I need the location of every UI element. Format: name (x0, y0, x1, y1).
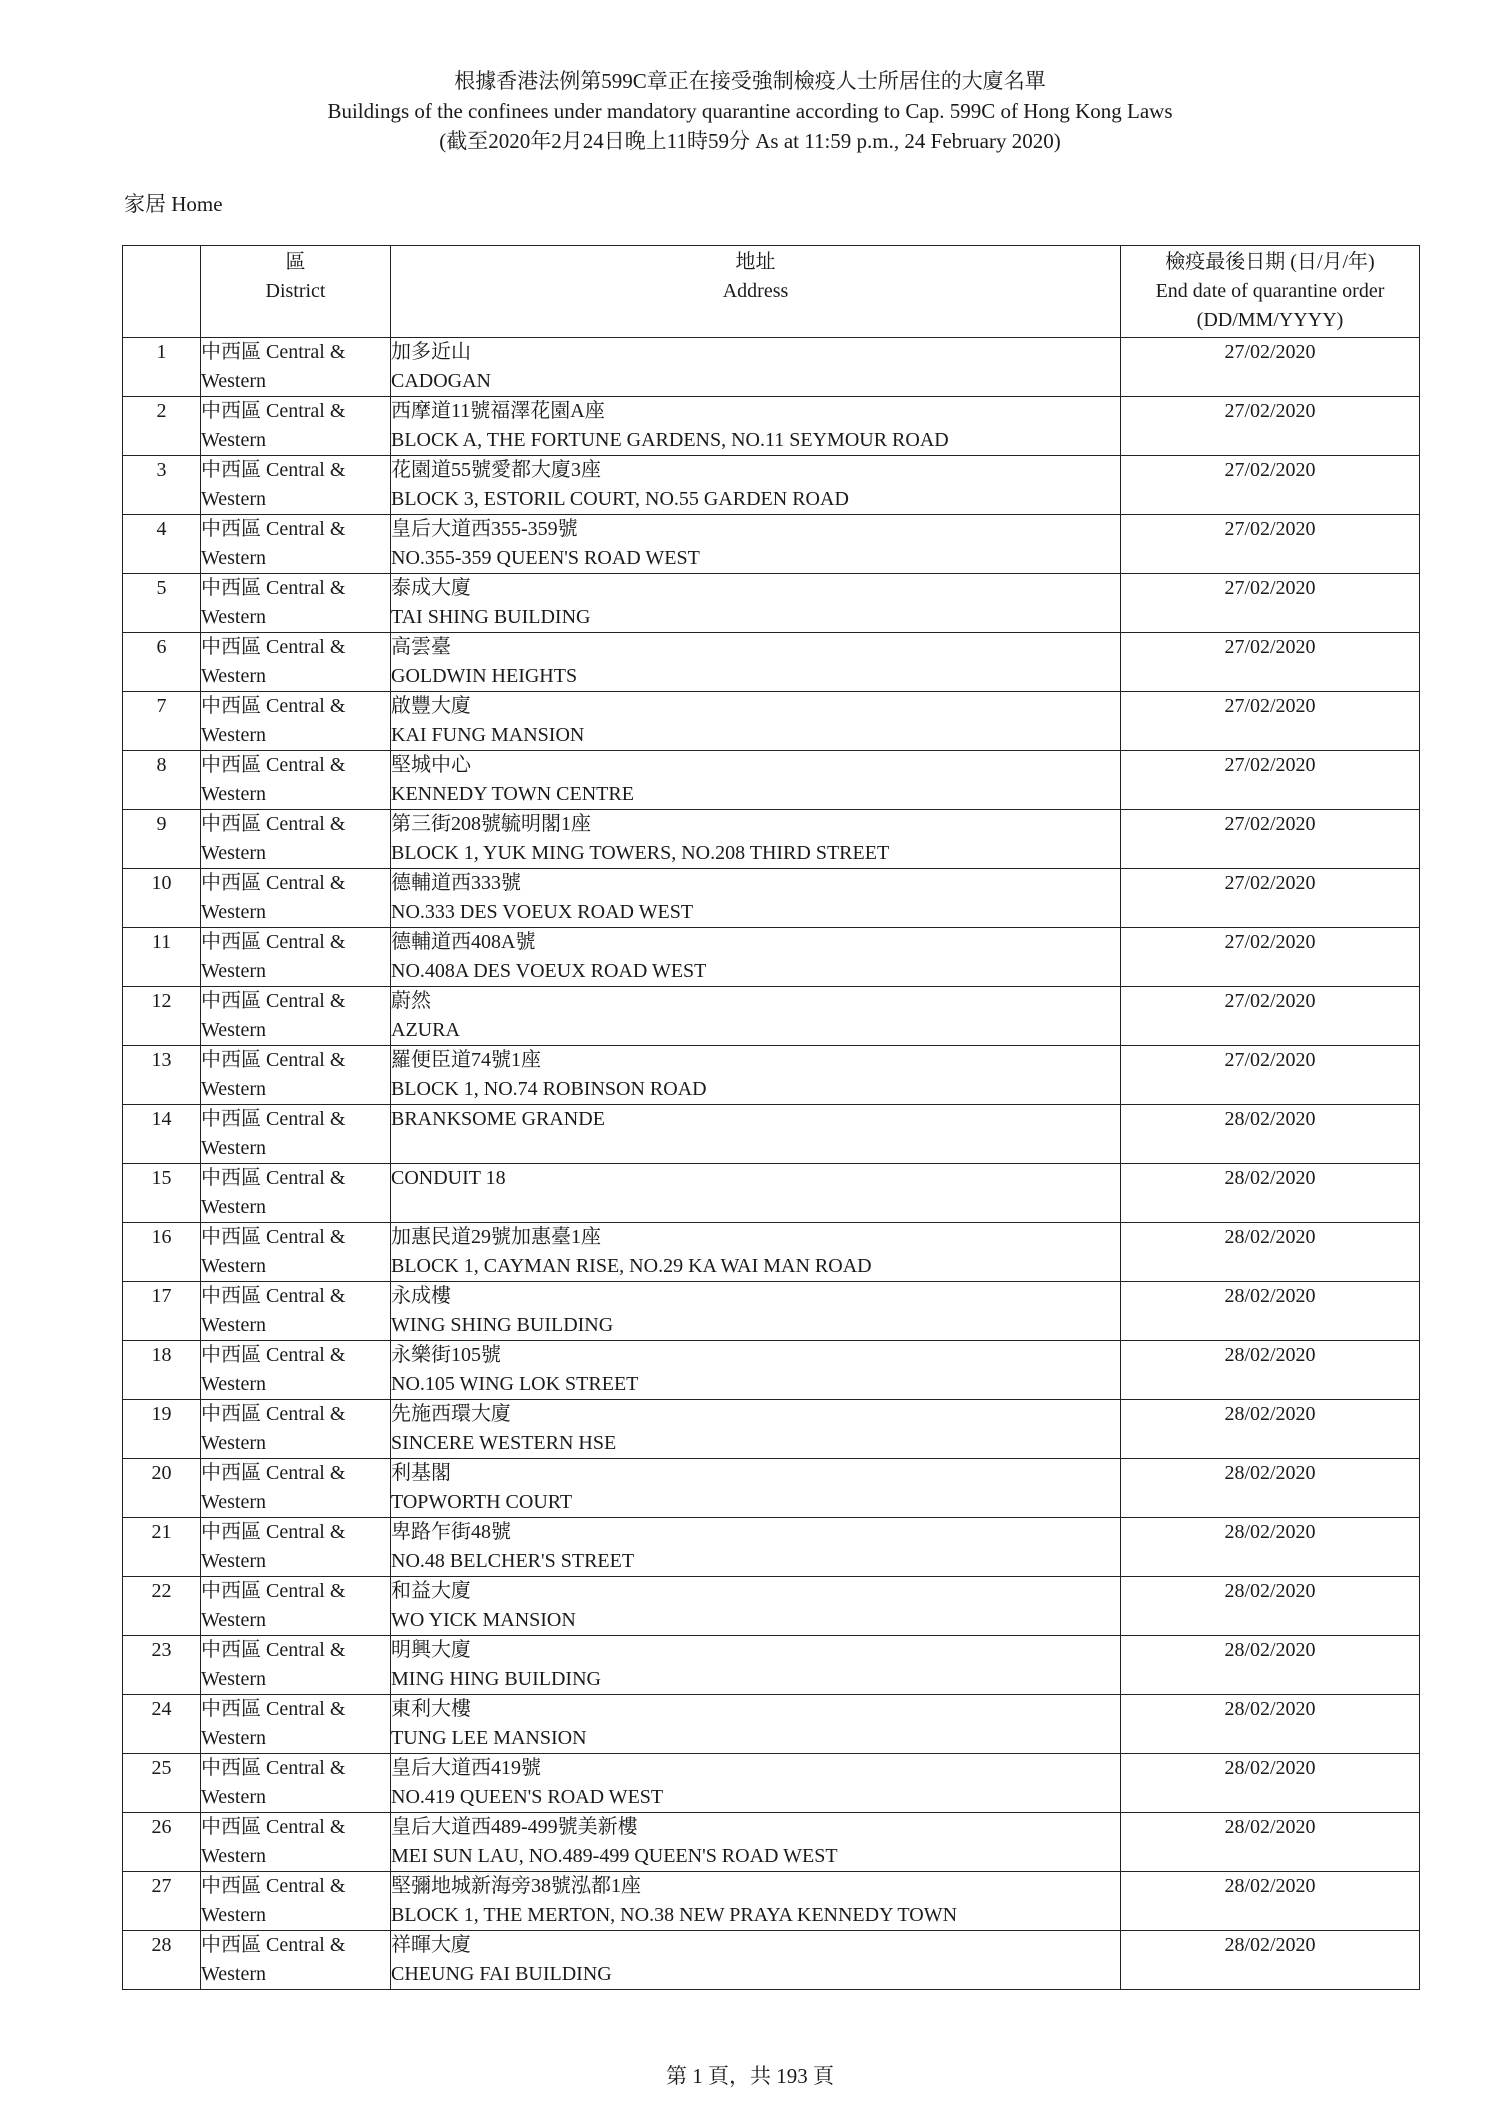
district-line-2: Western (201, 1668, 267, 1690)
district-line-1: 中西區 Central & (201, 1875, 346, 1897)
district-line-1: 中西區 Central & (201, 1462, 346, 1484)
address-chinese: 德輔道西333號 (391, 872, 521, 894)
address-english: TOPWORTH COURT (391, 1491, 573, 1513)
row-address (391, 1577, 1121, 1636)
table-row (123, 1459, 1420, 1518)
district-line-2: Western (201, 1432, 267, 1454)
district-line-2: Western (201, 724, 267, 746)
row-district (201, 1636, 391, 1695)
district-line-1: 中西區 Central & (201, 695, 346, 717)
row-address (391, 574, 1121, 633)
row-address (391, 456, 1121, 515)
district-line-1: 中西區 Central & (201, 1049, 346, 1071)
row-number: 11 (123, 928, 201, 987)
district-line-2: Western (201, 665, 267, 687)
district-line-2: Western (201, 1491, 267, 1513)
row-district (201, 1105, 391, 1164)
address-english: BLOCK 1, THE MERTON, NO.38 NEW PRAYA KENNEDY TOWN (391, 1904, 958, 1926)
table-row (123, 1813, 1420, 1872)
district-line-1: 中西區 Central & (201, 518, 346, 540)
row-district (201, 1518, 391, 1577)
address-english: KENNEDY TOWN CENTRE (391, 783, 634, 805)
address-english: BLOCK A, THE FORTUNE GARDENS, NO.11 SEYMOUR ROAD (391, 429, 949, 451)
address-english: NO.408A DES VOEUX ROAD WEST (391, 960, 707, 982)
district-line-1: 中西區 Central & (201, 1344, 346, 1366)
row-district (201, 810, 391, 869)
row-end-date: 27/02/2020 (1121, 1046, 1420, 1105)
row-number: 24 (123, 1695, 201, 1754)
table-row (123, 1046, 1420, 1105)
address-chinese: 和益大廈 (391, 1580, 471, 1602)
header-date-zh: 檢疫最後日期 (日/月/年) (1165, 251, 1375, 273)
district-line-2: Western (201, 1845, 267, 1867)
district-line-1: 中西區 Central & (201, 1167, 346, 1189)
table-row (123, 810, 1420, 869)
quarantine-buildings-table (122, 245, 1420, 1990)
row-district (201, 751, 391, 810)
table-row (123, 1518, 1420, 1577)
row-district (201, 456, 391, 515)
row-district (201, 1577, 391, 1636)
row-district (201, 1046, 391, 1105)
district-line-1: 中西區 Central & (201, 872, 346, 894)
row-end-date: 28/02/2020 (1121, 1872, 1420, 1931)
district-line-2: Western (201, 1137, 267, 1159)
address-chinese: 皇后大道西355-359號 (391, 518, 578, 540)
district-line-2: Western (201, 1786, 267, 1808)
row-number: 20 (123, 1459, 201, 1518)
row-district (201, 1459, 391, 1518)
row-number: 14 (123, 1105, 201, 1164)
row-district (201, 515, 391, 574)
district-line-2: Western (201, 1078, 267, 1100)
address-chinese: 卑路乍街48號 (391, 1521, 511, 1543)
district-line-2: Western (201, 1019, 267, 1041)
header-address-zh: 地址 (735, 251, 776, 273)
row-address (391, 987, 1121, 1046)
district-line-1: 中西區 Central & (201, 1521, 346, 1543)
district-line-2: Western (201, 960, 267, 982)
row-address (391, 1223, 1121, 1282)
row-address (391, 1459, 1121, 1518)
address-chinese: CONDUIT 18 (391, 1167, 506, 1189)
row-district (201, 1341, 391, 1400)
row-number: 6 (123, 633, 201, 692)
district-line-1: 中西區 Central & (201, 1285, 346, 1307)
address-chinese: BRANKSOME GRANDE (391, 1108, 605, 1130)
row-address (391, 1046, 1121, 1105)
row-end-date: 28/02/2020 (1121, 1223, 1420, 1282)
table-header-row (123, 246, 1420, 338)
page-footer: 第 1 頁，共 193 頁 (666, 2064, 834, 2088)
address-english: BLOCK 1, CAYMAN RISE, NO.29 KA WAI MAN ROAD (391, 1255, 872, 1277)
district-line-2: Western (201, 1196, 267, 1218)
address-chinese: 第三街208號毓明閣1座 (391, 813, 591, 835)
row-district (201, 397, 391, 456)
row-district (201, 1813, 391, 1872)
address-chinese: 先施西環大廈 (391, 1403, 511, 1425)
district-line-2: Western (201, 1373, 267, 1395)
address-chinese: 啟豐大廈 (391, 695, 471, 717)
district-line-2: Western (201, 429, 267, 451)
row-address (391, 1931, 1121, 1990)
row-number: 27 (123, 1872, 201, 1931)
table-row (123, 633, 1420, 692)
row-address (391, 1400, 1121, 1459)
header-date-en: End date of quarantine order (1155, 280, 1385, 302)
district-line-2: Western (201, 1255, 267, 1277)
row-end-date: 28/02/2020 (1121, 1931, 1420, 1990)
title-english: Buildings of the confinees under mandatory quarantine according to Cap. 599C of Hong Kong Laws (327, 99, 1173, 123)
row-number: 22 (123, 1577, 201, 1636)
row-number: 5 (123, 574, 201, 633)
address-english: GOLDWIN HEIGHTS (391, 665, 578, 687)
row-district (201, 1872, 391, 1931)
row-number: 16 (123, 1223, 201, 1282)
address-chinese: 加惠民道29號加惠臺1座 (391, 1226, 601, 1248)
address-english: BLOCK 1, YUK MING TOWERS, NO.208 THIRD STREET (391, 842, 890, 864)
row-address (391, 869, 1121, 928)
row-number: 17 (123, 1282, 201, 1341)
address-chinese: 皇后大道西489-499號美新樓 (391, 1816, 638, 1838)
district-line-2: Western (201, 783, 267, 805)
row-number: 26 (123, 1813, 201, 1872)
row-district (201, 1400, 391, 1459)
row-district (201, 692, 391, 751)
header-district (201, 246, 391, 338)
header-date-format: (DD/MM/YYYY) (1196, 309, 1344, 331)
address-english: AZURA (391, 1019, 460, 1041)
table-row (123, 869, 1420, 928)
row-end-date: 28/02/2020 (1121, 1341, 1420, 1400)
district-line-1: 中西區 Central & (201, 341, 346, 363)
row-end-date: 28/02/2020 (1121, 1282, 1420, 1341)
row-address (391, 1518, 1121, 1577)
address-chinese: 堅城中心 (391, 754, 471, 776)
address-chinese: 明興大廈 (391, 1639, 471, 1661)
row-number: 8 (123, 751, 201, 810)
row-end-date: 27/02/2020 (1121, 987, 1420, 1046)
address-english: TUNG LEE MANSION (391, 1727, 587, 1749)
row-end-date: 28/02/2020 (1121, 1105, 1420, 1164)
address-english: NO.333 DES VOEUX ROAD WEST (391, 901, 694, 923)
row-end-date: 27/02/2020 (1121, 574, 1420, 633)
address-english: MEI SUN LAU, NO.489-499 QUEEN'S ROAD WEST (391, 1845, 838, 1867)
address-english: CADOGAN (391, 370, 491, 392)
row-address (391, 928, 1121, 987)
row-district (201, 987, 391, 1046)
district-line-1: 中西區 Central & (201, 1108, 346, 1130)
table-body (123, 338, 1420, 1990)
header-district-zh: 區 (285, 251, 306, 273)
address-english: CHEUNG FAI BUILDING (391, 1963, 612, 1985)
row-number: 23 (123, 1636, 201, 1695)
row-number: 3 (123, 456, 201, 515)
row-district (201, 928, 391, 987)
table-row (123, 987, 1420, 1046)
table-row (123, 397, 1420, 456)
header-address (391, 246, 1121, 338)
district-line-1: 中西區 Central & (201, 1403, 346, 1425)
district-line-2: Western (201, 1550, 267, 1572)
row-district (201, 574, 391, 633)
table-row (123, 1872, 1420, 1931)
row-district (201, 1223, 391, 1282)
row-address (391, 515, 1121, 574)
row-number: 13 (123, 1046, 201, 1105)
district-line-2: Western (201, 901, 267, 923)
address-english: TAI SHING BUILDING (391, 606, 591, 628)
district-line-1: 中西區 Central & (201, 577, 346, 599)
row-end-date: 27/02/2020 (1121, 633, 1420, 692)
row-number: 9 (123, 810, 201, 869)
district-line-2: Western (201, 488, 267, 510)
row-address (391, 1695, 1121, 1754)
address-chinese: 加多近山 (391, 341, 471, 363)
row-end-date: 28/02/2020 (1121, 1695, 1420, 1754)
district-line-2: Western (201, 1963, 267, 1985)
row-number: 19 (123, 1400, 201, 1459)
district-line-2: Western (201, 842, 267, 864)
row-end-date: 28/02/2020 (1121, 1400, 1420, 1459)
row-address (391, 1813, 1121, 1872)
address-chinese: 德輔道西408A號 (391, 931, 536, 953)
address-english: NO.48 BELCHER'S STREET (391, 1550, 635, 1572)
row-district (201, 869, 391, 928)
table-row (123, 692, 1420, 751)
row-end-date: 27/02/2020 (1121, 338, 1420, 397)
table-row (123, 574, 1420, 633)
header-address-en: Address (722, 280, 789, 302)
section-label: 家居 Home (124, 192, 223, 216)
row-address (391, 810, 1121, 869)
table-row (123, 1223, 1420, 1282)
address-english: WING SHING BUILDING (391, 1314, 614, 1336)
address-english: BLOCK 1, NO.74 ROBINSON ROAD (391, 1078, 707, 1100)
table-row (123, 1931, 1420, 1990)
address-english: WO YICK MANSION (391, 1609, 576, 1631)
district-line-1: 中西區 Central & (201, 990, 346, 1012)
row-number: 28 (123, 1931, 201, 1990)
district-line-2: Western (201, 547, 267, 569)
address-chinese: 羅便臣道74號1座 (391, 1049, 541, 1071)
table-row (123, 456, 1420, 515)
row-number: 12 (123, 987, 201, 1046)
address-chinese: 西摩道11號福澤花園A座 (391, 400, 605, 422)
row-address (391, 1282, 1121, 1341)
address-chinese: 花園道55號愛都大廈3座 (391, 459, 601, 481)
row-address (391, 1872, 1121, 1931)
header-district-en: District (265, 280, 326, 302)
district-line-1: 中西區 Central & (201, 1639, 346, 1661)
row-address (391, 1754, 1121, 1813)
district-line-1: 中西區 Central & (201, 1580, 346, 1602)
row-district (201, 1282, 391, 1341)
table-row (123, 515, 1420, 574)
row-district (201, 338, 391, 397)
document-header (0, 66, 1500, 156)
row-end-date: 28/02/2020 (1121, 1577, 1420, 1636)
district-line-2: Western (201, 370, 267, 392)
district-line-1: 中西區 Central & (201, 1698, 346, 1720)
title-chinese: 根據香港法例第599C章正在接受強制檢疫人士所居住的大廈名單 (454, 69, 1046, 93)
row-address (391, 1341, 1121, 1400)
table-row (123, 1105, 1420, 1164)
row-end-date: 28/02/2020 (1121, 1636, 1420, 1695)
address-chinese: 利基閣 (391, 1462, 451, 1484)
address-english: KAI FUNG MANSION (391, 724, 585, 746)
table-row (123, 928, 1420, 987)
table-row (123, 338, 1420, 397)
row-end-date: 27/02/2020 (1121, 810, 1420, 869)
row-end-date: 27/02/2020 (1121, 928, 1420, 987)
row-address (391, 1105, 1121, 1164)
address-chinese: 高雲臺 (391, 636, 451, 658)
address-chinese: 蔚然 (391, 990, 431, 1012)
row-number: 10 (123, 869, 201, 928)
district-line-1: 中西區 Central & (201, 636, 346, 658)
address-chinese: 東利大樓 (391, 1698, 471, 1720)
address-english: MING HING BUILDING (391, 1668, 601, 1690)
address-english: SINCERE WESTERN HSE (391, 1432, 617, 1454)
table-row (123, 1754, 1420, 1813)
row-address (391, 397, 1121, 456)
row-address (391, 692, 1121, 751)
address-chinese: 永成樓 (391, 1285, 451, 1307)
district-line-2: Western (201, 606, 267, 628)
row-district (201, 1754, 391, 1813)
row-end-date: 28/02/2020 (1121, 1164, 1420, 1223)
row-address (391, 751, 1121, 810)
address-english: NO.355-359 QUEEN'S ROAD WEST (391, 547, 700, 569)
district-line-2: Western (201, 1904, 267, 1926)
row-district (201, 1695, 391, 1754)
row-end-date: 27/02/2020 (1121, 869, 1420, 928)
as-at-date: (截至2020年2月24日晚上11時59分 As at 11:59 p.m., 24 February 2020) (439, 129, 1061, 153)
row-number: 2 (123, 397, 201, 456)
row-end-date: 28/02/2020 (1121, 1813, 1420, 1872)
row-end-date: 27/02/2020 (1121, 692, 1420, 751)
address-english: BLOCK 3, ESTORIL COURT, NO.55 GARDEN ROAD (391, 488, 849, 510)
district-line-2: Western (201, 1314, 267, 1336)
address-chinese: 祥暉大廈 (391, 1934, 471, 1956)
row-number: 21 (123, 1518, 201, 1577)
district-line-1: 中西區 Central & (201, 754, 346, 776)
district-line-2: Western (201, 1727, 267, 1749)
table-row (123, 1695, 1420, 1754)
row-address (391, 1636, 1121, 1695)
row-end-date: 28/02/2020 (1121, 1518, 1420, 1577)
row-address (391, 633, 1121, 692)
row-address (391, 1164, 1121, 1223)
row-number: 4 (123, 515, 201, 574)
row-district (201, 633, 391, 692)
row-end-date: 27/02/2020 (1121, 456, 1420, 515)
header-number (123, 246, 201, 338)
district-line-1: 中西區 Central & (201, 1226, 346, 1248)
table-row (123, 1400, 1420, 1459)
table-row (123, 1341, 1420, 1400)
header-end-date (1121, 246, 1420, 338)
row-number: 1 (123, 338, 201, 397)
address-english: NO.419 QUEEN'S ROAD WEST (391, 1786, 664, 1808)
district-line-2: Western (201, 1609, 267, 1631)
table-row (123, 751, 1420, 810)
table-row (123, 1636, 1420, 1695)
row-address (391, 338, 1121, 397)
row-number: 25 (123, 1754, 201, 1813)
row-end-date: 27/02/2020 (1121, 397, 1420, 456)
row-number: 7 (123, 692, 201, 751)
district-line-1: 中西區 Central & (201, 459, 346, 481)
row-end-date: 27/02/2020 (1121, 515, 1420, 574)
district-line-1: 中西區 Central & (201, 1757, 346, 1779)
row-district (201, 1931, 391, 1990)
address-chinese: 泰成大廈 (391, 577, 471, 599)
table-row (123, 1164, 1420, 1223)
district-line-1: 中西區 Central & (201, 400, 346, 422)
row-end-date: 28/02/2020 (1121, 1754, 1420, 1813)
address-english: NO.105 WING LOK STREET (391, 1373, 639, 1395)
row-end-date: 27/02/2020 (1121, 751, 1420, 810)
district-line-1: 中西區 Central & (201, 931, 346, 953)
table-row (123, 1577, 1420, 1636)
row-number: 15 (123, 1164, 201, 1223)
district-line-1: 中西區 Central & (201, 1934, 346, 1956)
row-district (201, 1164, 391, 1223)
row-number: 18 (123, 1341, 201, 1400)
address-chinese: 皇后大道西419號 (391, 1757, 541, 1779)
address-chinese: 永樂街105號 (391, 1344, 501, 1366)
address-chinese: 堅彌地城新海旁38號泓都1座 (391, 1875, 641, 1897)
district-line-1: 中西區 Central & (201, 813, 346, 835)
row-end-date: 28/02/2020 (1121, 1459, 1420, 1518)
table-row (123, 1282, 1420, 1341)
district-line-1: 中西區 Central & (201, 1816, 346, 1838)
